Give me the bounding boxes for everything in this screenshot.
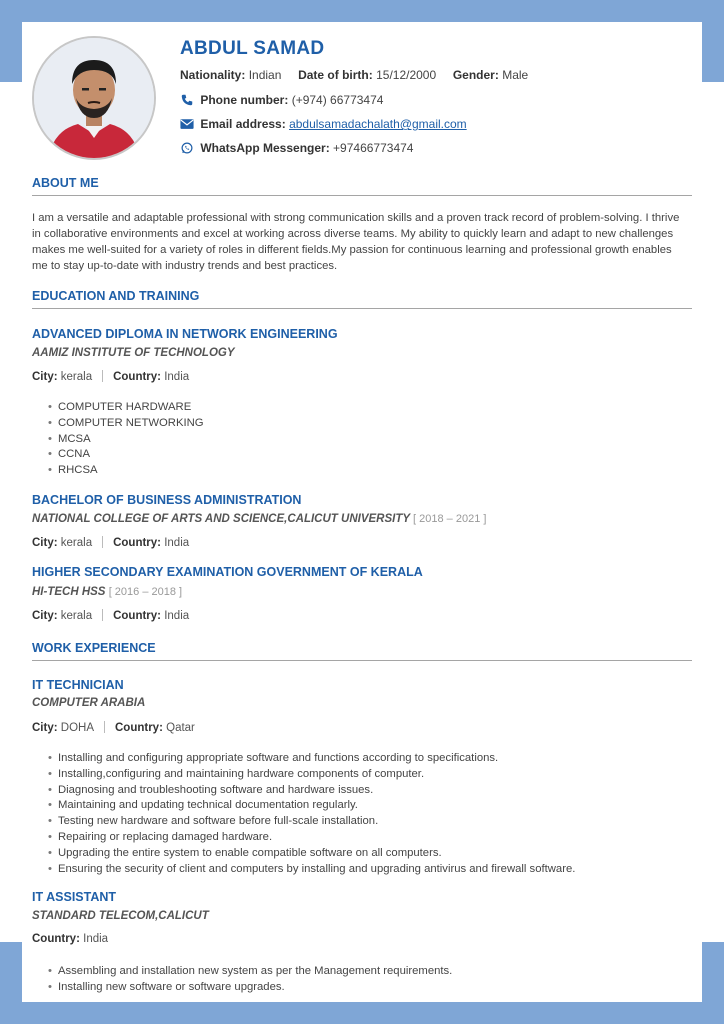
list-item: • Installing and configuring appropriate software and functions according to specifications. — [48, 751, 575, 767]
whatsapp-line — [180, 141, 413, 155]
list-item: • Installing,configuring and maintaining hardware components of computer. — [48, 767, 575, 783]
education-entry-dates: [ 2016 – 2018 ] — [108, 586, 183, 598]
phone-label: Phone number: — [200, 93, 289, 107]
phone-line — [180, 93, 383, 107]
email-line — [180, 117, 467, 131]
email-link[interactable]: abdulsamadachalath@gmail.com — [289, 117, 467, 131]
list-item: • RHCSA — [48, 463, 204, 479]
list-item: • Assembling and installation new system as per the Management requirements. — [48, 964, 452, 980]
education-entry-org: AAMIZ INSTITUTE OF TECHNOLOGY — [32, 347, 235, 359]
top-band — [0, 0, 724, 22]
work-entry-items — [48, 964, 452, 996]
about-text: I am a versatile and adaptable professional with strong communication skills and a proven track record of problem-solving. I thrive in collaborative environments and excel at working across diverse teams. My ability to quickly learn and adapt to new challenges makes me well-suited for a variety of roles in different fields.My passion for continuous learning and professional growth enables me to stay up-to-date with industry trends and best practices. — [32, 212, 680, 272]
profile-photo — [32, 36, 156, 160]
education-entry-location: City: kerala Country: India — [32, 371, 190, 383]
list-item: • COMPUTER NETWORKING — [48, 416, 204, 432]
list-item: • MCSA — [48, 432, 204, 448]
list-item: • Ensuring the security of client and computers by installing and upgrading antivirus and firewall software. — [48, 862, 575, 878]
bottom-band — [0, 1002, 724, 1024]
whatsapp-value[interactable]: +97466773474 — [333, 141, 414, 155]
candidate-name: ABDUL SAMAD — [180, 38, 325, 59]
cv-page — [22, 22, 702, 1002]
gender-label: Gender: — [452, 68, 499, 82]
left-top-band — [0, 0, 22, 82]
education-entry-dates: [ 2018 – 2021 ] — [413, 513, 487, 525]
right-bottom-band — [702, 942, 724, 1024]
education-entry-title: BACHELOR OF BUSINESS ADMINISTRATION — [32, 493, 302, 507]
dob-value: 15/12/2000 — [376, 68, 437, 82]
education-entry-items — [48, 400, 204, 479]
work-section-title: WORK EXPERIENCE — [32, 641, 692, 661]
list-item: • COMPUTER HARDWARE — [48, 400, 204, 416]
list-item: • Upgrading the entire system to enable compatible software on all computers. — [48, 846, 575, 862]
list-item: • Testing new hardware and software before full-scale installation. — [48, 814, 575, 830]
list-item: • CCNA — [48, 447, 204, 463]
work-entry-location: City: DOHA Country: Qatar — [32, 722, 195, 734]
about-section-title: ABOUT ME — [32, 176, 692, 196]
nationality-value: Indian — [248, 68, 282, 82]
work-entry-location: Country: India — [32, 933, 109, 945]
list-item: • Maintaining and updating technical documentation regularly. — [48, 798, 575, 814]
education-entry-location: City: kerala Country: India — [32, 537, 190, 549]
right-top-band — [702, 0, 724, 82]
education-entry-org: HI-TECH HSS [ 2016 – 2018 ] — [32, 586, 183, 598]
gender-value: Male — [502, 68, 529, 82]
education-section-title: EDUCATION AND TRAINING — [32, 289, 692, 309]
list-item: • Diagnosing and troubleshooting software and hardware issues. — [48, 783, 575, 799]
whatsapp-icon — [180, 142, 194, 154]
education-entry-org: NATIONAL COLLEGE OF ARTS AND SCIENCE,CALICUT UNIVERSITY [ 2018 – 2021 ] — [32, 513, 487, 525]
work-entry-items — [48, 751, 575, 877]
education-entry-title: HIGHER SECONDARY EXAMINATION GOVERNMENT OF KERALA — [32, 565, 423, 579]
list-item: • Repairing or replacing damaged hardware. — [48, 830, 575, 846]
nationality-label: Nationality: — [180, 68, 246, 82]
personal-info-line — [180, 68, 528, 82]
work-entry-title: IT ASSISTANT — [32, 890, 117, 904]
education-entry-title: ADVANCED DIPLOMA IN NETWORK ENGINEERING — [32, 327, 338, 341]
work-entry-title: IT TECHNICIAN — [32, 678, 124, 692]
dob-label: Date of birth: — [298, 68, 373, 82]
education-entry-location: City: kerala Country: India — [32, 610, 190, 622]
left-bottom-band — [0, 942, 22, 1024]
work-entry-org: STANDARD TELECOM,CALICUT — [32, 910, 209, 922]
phone-value[interactable]: (+974) 66773474 — [291, 93, 384, 107]
email-label: Email address: — [200, 117, 286, 131]
whatsapp-label: WhatsApp Messenger: — [200, 141, 330, 155]
list-item: • Installing new software or software upgrades. — [48, 980, 452, 996]
envelope-icon — [180, 118, 194, 130]
work-entry-org: COMPUTER ARABIA — [32, 697, 146, 709]
phone-icon — [180, 94, 194, 106]
